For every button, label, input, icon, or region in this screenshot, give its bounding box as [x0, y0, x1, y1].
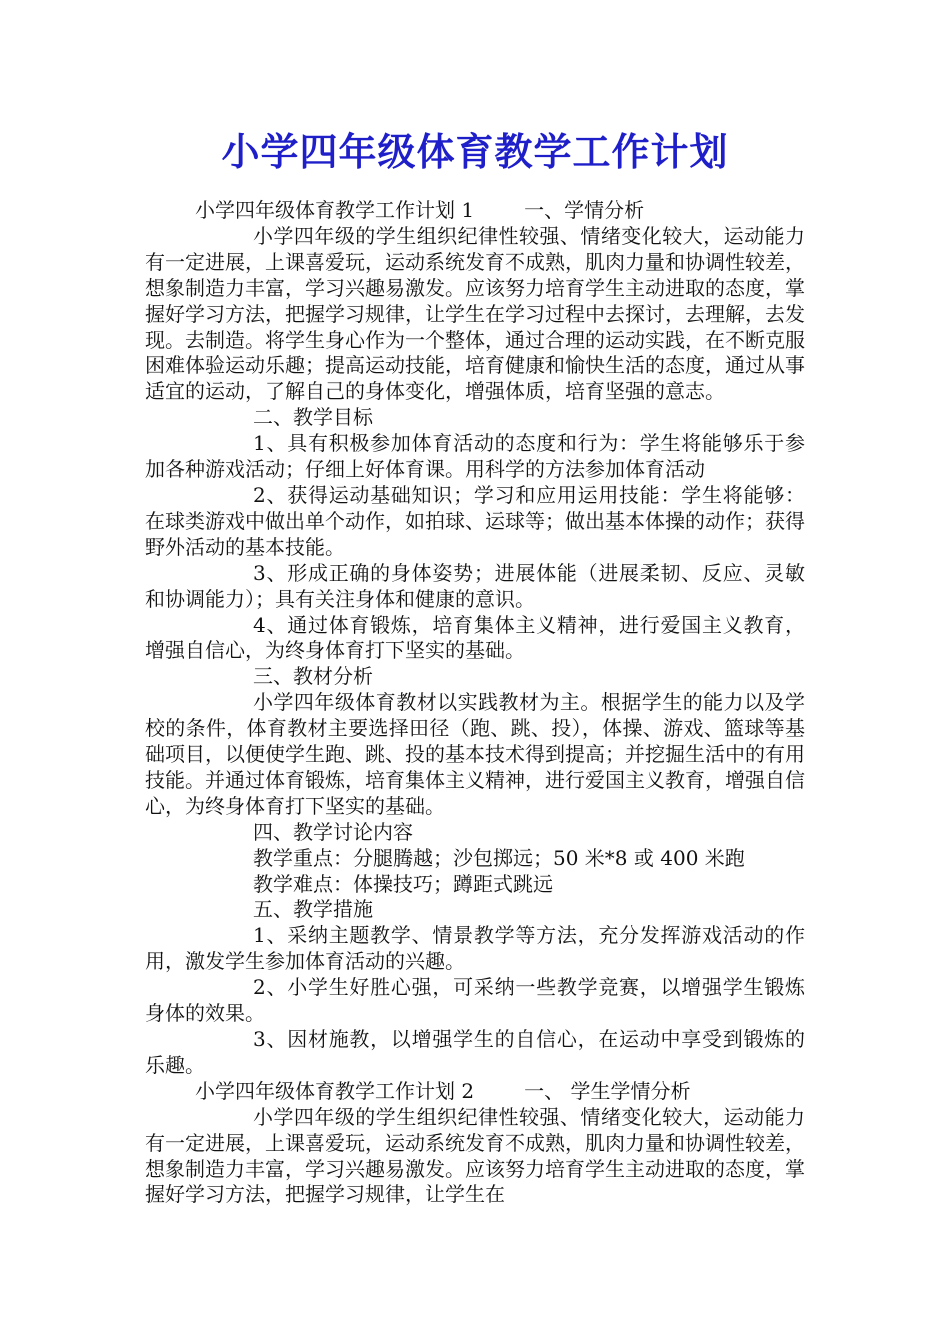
plan-1-difficulties: 教学难点：体操技巧；蹲距式跳远 — [253, 871, 553, 896]
plan-1-goals-heading: 二、教学目标 — [253, 405, 373, 430]
document-body — [145, 198, 805, 1208]
plan-1-analysis-paragraph: 小学四年级的学生组织纪律性较强、情绪变化较大，运动能力有一定进展，上课喜爱玩，运动系统发育不成熟，肌肉力量和协调性较差，想象制造力丰富，学习兴趣易激发。应该努力培育学生主动进取的态度，掌握好学习方法，把握学习规律，让学生在学习过程中去探讨，去理解，去发现。去制造。将学生身心作为一个整体，通过合理的运动实践，在不断克服困难体验运动乐趣；提高运动技能，培育健康和愉快生活的态度，通过从事适宜的运动，了解自己的身体变化，增强体质，培育坚强的意志。 — [145, 223, 805, 404]
plan-1-measures-heading: 五、教学措施 — [253, 897, 373, 922]
plan-1-section-analysis-heading: 一、学情分析 — [524, 198, 645, 222]
plan-1-goal-item: 2、获得运动基础知识；学习和应用运用技能：学生将能够：在球类游戏中做出单个动作，如拍球、运球等；做出基本体操的动作；获得野外活动的基本技能。 — [145, 482, 805, 559]
plan-1-materials-paragraph: 小学四年级体育教材以实践教材为主。根据学生的能力以及学校的条件，体育教材主要选择田径（跑、跳、投），体操、游戏、篮球等基础项目，以便使学生跑、跳、投的基本技术得到提高；并挖掘生活中的有用技能。并通过体育锻炼，培育集体主义精神，进行爱国主义教育，增强自信心，为终身体育打下坚实的基础。 — [145, 690, 805, 818]
plan-1-goal-item: 3、形成正确的身体姿势；进展体能（进展柔韧、反应、灵敏和协调能力）；具有关注身体和健康的意识。 — [145, 560, 805, 611]
plan-2-heading: 小学四年级体育教学工作计划 2 — [195, 1078, 475, 1103]
plan-1-measure-item: 2、小学生好胜心强，可采纳一些教学竞赛，以增强学生锻炼身体的效果。 — [145, 975, 805, 1026]
plan-2-section-analysis-heading: 一、 学生学情分析 — [524, 1078, 691, 1103]
plan-2-analysis-paragraph: 小学四年级的学生组织纪律性较强、情绪变化较大，运动能力有一定进展，上课喜爱玩，运动系统发育不成熟，肌肉力量和协调性较差，想象制造力丰富，学习兴趣易激发。应该努力培育学生主动进取的态度，掌握好学习方法，把握学习规律，让学生在 — [145, 1104, 805, 1207]
document-title: 小学四年级体育教学工作计划 — [221, 129, 729, 174]
plan-2-header-line — [145, 1079, 805, 1105]
plan-1-heading: 小学四年级体育教学工作计划 1 — [195, 198, 475, 222]
plan-1-content-heading: 四、教学讨论内容 — [253, 819, 413, 844]
plan-1-measure-item: 3、因材施教，以增强学生的自信心，在运动中享受到锻炼的乐趣。 — [145, 1027, 805, 1077]
plan-1-goal-item: 1、具有积极参加体育活动的态度和行为：学生将能够乐于参加各种游戏活动；仔细上好体育课。用科学的方法参加体育活动 — [145, 431, 805, 482]
plan-1-materials-heading: 三、教材分析 — [253, 664, 373, 689]
plan-1-header-line — [145, 198, 805, 224]
plan-1-goal-item: 4、通过体育锻炼，培育集体主义精神，进行爱国主义教育，增强自信心，为终身体育打下坚实的基础。 — [145, 612, 805, 663]
plan-1-measure-item: 1、采纳主题教学、情景教学等方法，充分发挥游戏活动的作用，激发学生参加体育活动的兴趣。 — [145, 923, 805, 974]
plan-1-key-points: 教学重点：分腿腾越；沙包掷远；50 米*8 或 400 米跑 — [253, 845, 745, 870]
